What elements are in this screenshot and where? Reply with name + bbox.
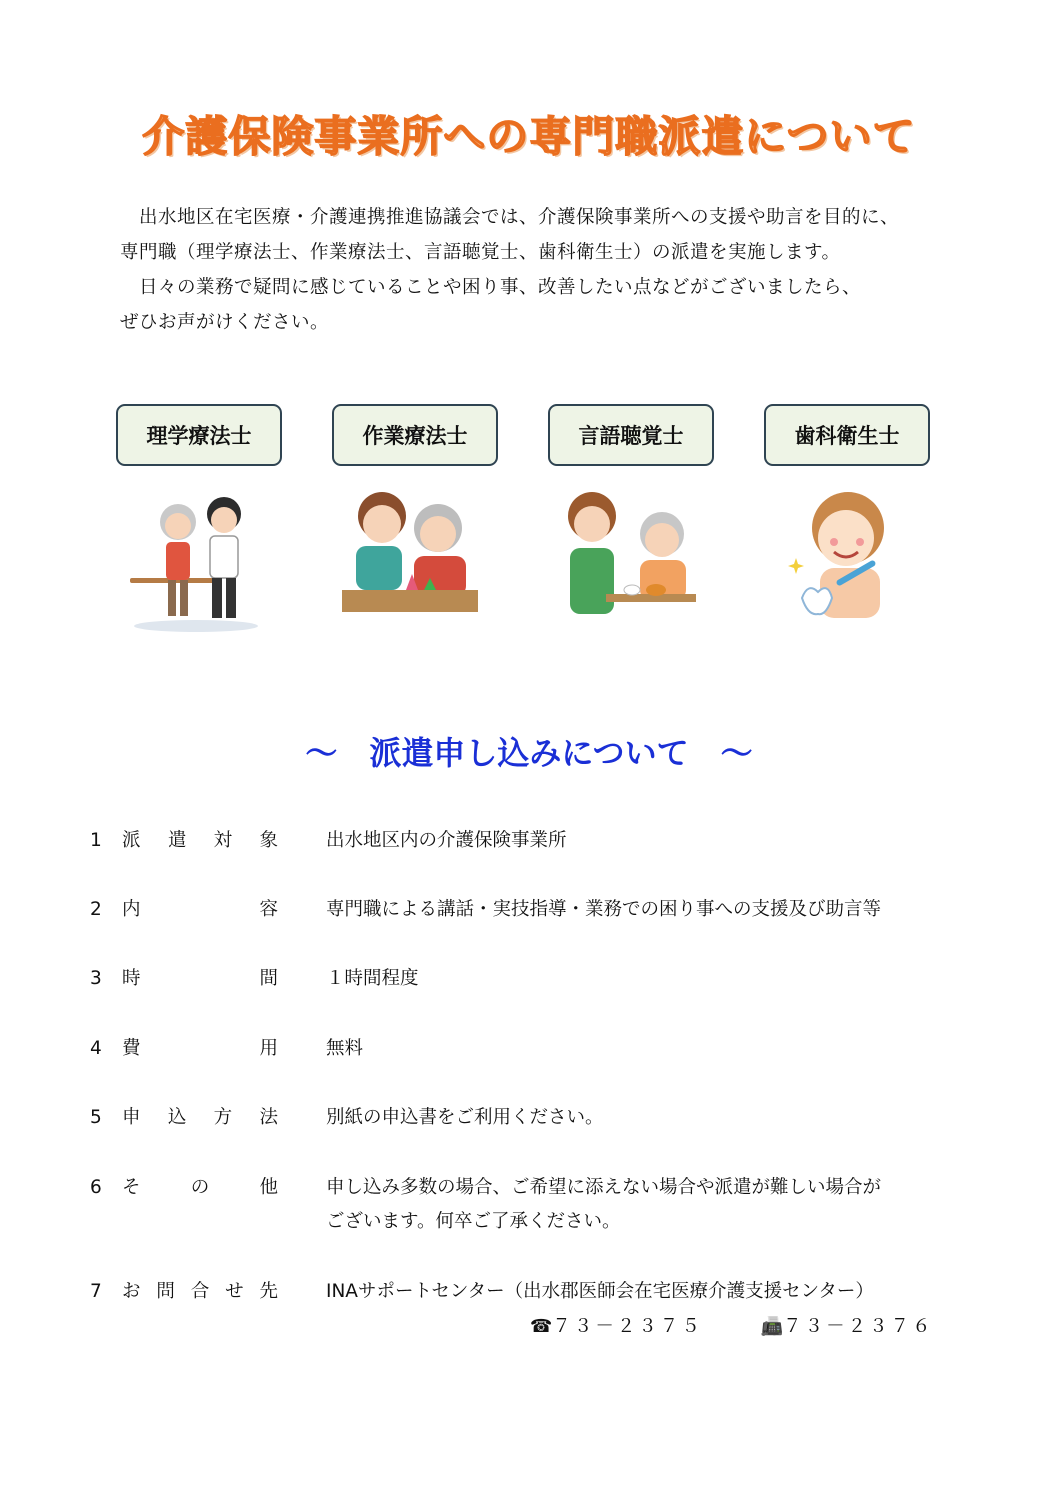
detail-number: 2 bbox=[90, 899, 102, 920]
intro-line: ぜひお声がけください。 bbox=[120, 312, 330, 333]
detail-label bbox=[122, 824, 278, 858]
profession-label-pt: 理学療法士 bbox=[116, 404, 282, 466]
detail-label-char: 先 bbox=[259, 1281, 278, 1302]
detail-value: 無料 bbox=[326, 1038, 364, 1059]
detail-label-char: 他 bbox=[259, 1177, 278, 1198]
detail-label bbox=[122, 962, 278, 996]
detail-label-char: 申 bbox=[122, 1107, 141, 1128]
detail-label-char: お bbox=[122, 1281, 141, 1302]
fax-number: ７３－２３７６ bbox=[783, 1316, 934, 1337]
detail-label-char: 法 bbox=[259, 1107, 278, 1128]
detail-label bbox=[122, 1032, 278, 1066]
detail-label bbox=[122, 1101, 278, 1135]
intro-line: 出水地区在宅医療・介護連携推進協議会では、介護保険事業所への支援や助言を目的に、 bbox=[120, 207, 900, 228]
phone-icon: ☎ bbox=[530, 1316, 553, 1337]
section-subtitle: ～ 派遣申し込みについて ～ bbox=[305, 734, 753, 772]
detail-value-line: 申し込み多数の場合、ご希望に添えない場合や派遣が難しい場合が bbox=[326, 1177, 882, 1198]
detail-label-char: 間 bbox=[259, 968, 278, 989]
detail-label-char: 派 bbox=[122, 830, 141, 851]
physical-therapist-illustration bbox=[126, 486, 266, 636]
detail-number: 6 bbox=[90, 1177, 102, 1198]
dental-hygienist-illustration bbox=[774, 486, 914, 636]
detail-value-line: ございます。何卒ご了承ください。 bbox=[326, 1211, 621, 1232]
detail-label-char: 合 bbox=[190, 1281, 210, 1302]
detail-label-char: 象 bbox=[259, 830, 278, 851]
intro-line: 専門職（理学療法士、作業療法士、言語聴覚士、歯科衛生士）の派遣を実施します。 bbox=[120, 242, 841, 263]
detail-label-char: 費 bbox=[122, 1038, 141, 1059]
detail-label-char: 問 bbox=[156, 1281, 175, 1302]
detail-label-char: せ bbox=[225, 1281, 244, 1302]
detail-number: 5 bbox=[90, 1107, 102, 1128]
detail-value: 別紙の申込書をご利用ください。 bbox=[326, 1107, 604, 1128]
detail-label bbox=[122, 1275, 278, 1309]
detail-label-char: 時 bbox=[122, 968, 141, 989]
detail-value: INAサポートセンター（出水郡医師会在宅医療介護支援センター） bbox=[326, 1281, 874, 1302]
detail-label bbox=[122, 1171, 278, 1205]
detail-number: 1 bbox=[90, 830, 102, 851]
intro-line: 日々の業務で疑問に感じていることや困り事、改善したい点などがございましたら、 bbox=[120, 277, 862, 298]
profession-label-dh: 歯科衛生士 bbox=[764, 404, 930, 466]
detail-label-char: 内 bbox=[122, 899, 141, 920]
occupational-therapist-illustration bbox=[342, 486, 482, 636]
profession-labels bbox=[0, 404, 1058, 474]
fax-icon: 📠 bbox=[760, 1316, 784, 1337]
detail-value: 専門職による講話・実技指導・業務での困り事への支援及び助言等 bbox=[326, 899, 882, 920]
speech-therapist-illustration bbox=[558, 486, 698, 636]
detail-label-char: 容 bbox=[259, 899, 278, 920]
contact-numbers bbox=[530, 1312, 934, 1338]
detail-number: 4 bbox=[90, 1038, 102, 1059]
detail-value: 出水地区内の介護保険事業所 bbox=[326, 830, 567, 851]
profession-label-st: 言語聴覚士 bbox=[548, 404, 714, 466]
detail-label-char: 込 bbox=[167, 1107, 187, 1128]
detail-value: １時間程度 bbox=[326, 968, 419, 989]
detail-value bbox=[326, 1171, 986, 1239]
profession-label-ot: 作業療法士 bbox=[332, 404, 498, 466]
detail-number: 7 bbox=[90, 1281, 102, 1302]
intro-text bbox=[120, 200, 1000, 340]
detail-label-char: の bbox=[190, 1177, 210, 1198]
detail-label bbox=[122, 893, 278, 927]
detail-label-char: そ bbox=[122, 1177, 141, 1198]
detail-label-char: 対 bbox=[213, 830, 233, 851]
detail-label-char: 遣 bbox=[167, 830, 187, 851]
phone-number[interactable]: ７３－２３７５ bbox=[552, 1316, 703, 1337]
detail-number: 3 bbox=[90, 968, 102, 989]
detail-label-char: 方 bbox=[213, 1107, 233, 1128]
page-title: 介護保険事業所への専門職派遣について bbox=[142, 112, 916, 161]
detail-label-char: 用 bbox=[259, 1038, 278, 1059]
